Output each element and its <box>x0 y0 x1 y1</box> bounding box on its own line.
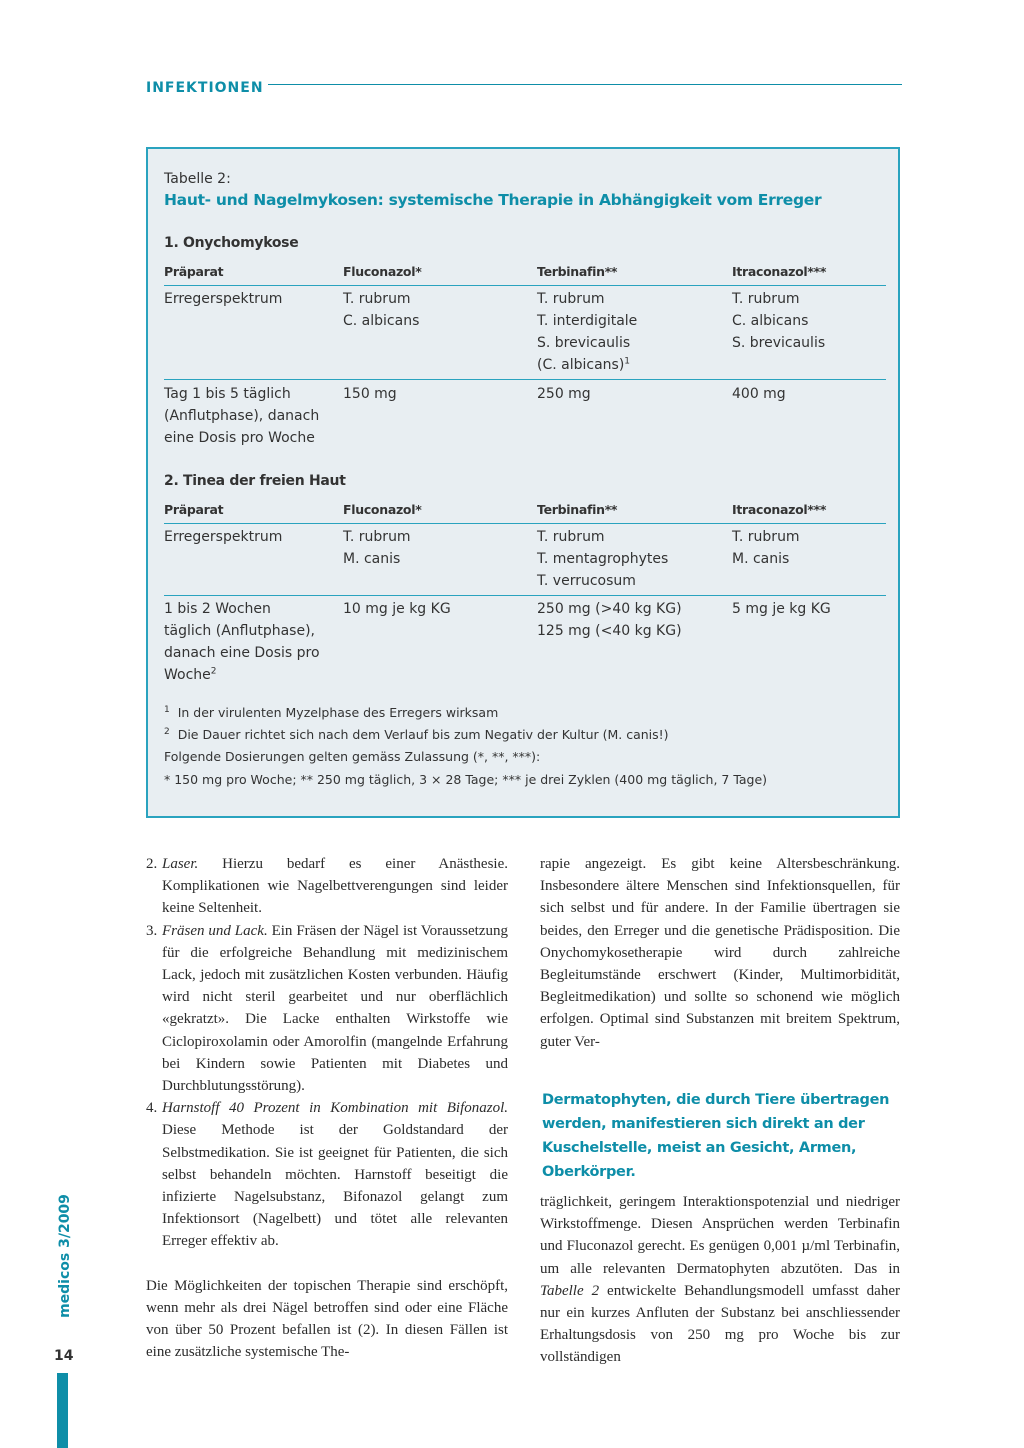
page-number: 14 <box>54 1348 74 1364</box>
table-rule <box>164 595 886 596</box>
header-rule <box>268 84 902 85</box>
row-label: 1 bis 2 Wochen täglich (Anflutphase), danach eine Dosis pro Woche$^2$ <box>164 601 320 683</box>
table-rule <box>164 285 886 286</box>
body-column-right-bottom <box>540 1191 900 1369</box>
list-item: 4. Harnstoff 40 Prozent in Kombination mit Bifonazol. Diese Methode ist der Goldstandard der Selbstmedikation. Sie ist geeignet für Patienten, die sich selbst behandeln möchten. Harnstoff beseitigt die infizierte Nagelsubstanz, Bifonazol gelangt zum Infektionsort (Nagelbett) und tötet alle relevanten Erreger effektiv ab. <box>146 1100 508 1250</box>
section-title-onychomykose: 1. Onychomykose <box>164 235 299 251</box>
paragraph: Die Möglichkeiten der topischen Therapie sind erschöpft, wenn mehr als drei Nägel betroffen sind oder eine Fläche von über 50 Prozent befallen ist (2). In diesen Fällen ist eine zusätzliche systemische The- <box>146 1277 508 1361</box>
table-rule <box>164 523 886 524</box>
row-label: Erregerspektrum <box>164 291 283 307</box>
footnote-marker: 2 <box>210 666 217 677</box>
footnote-marker: 1 <box>624 356 631 367</box>
list-item: 3. Fräsen und Lack. Ein Fräsen der Nägel ist Voraussetzung für die erfolgreiche Behandlung mit medizinischem Lack, jedoch mit zusätzlichen Kosten verbunden. Häufig wird nicht steril gearbeitet und nur oberflächlich «gekratzt». Die Lacke enthalten Wirkstoffe wie Ciclopiroxolamin oder Amorolfin (mangelnde Erfahrung bei Kindern sowie Patienten mit Diabetes und Durchblutungsstörung). <box>146 922 508 1095</box>
section-title-tinea: 2. Tinea der freien Haut <box>164 473 346 489</box>
col-header: Präparat <box>164 502 224 517</box>
footnote-1: $^1$ In der virulenten Myzelphase des Erregers wirksam <box>164 704 499 720</box>
col-header: Terbinafin** <box>537 502 618 517</box>
col-header: Präparat <box>164 264 224 279</box>
table-cell: 250 mg <box>537 386 591 402</box>
table-cell: T. rubrum C. albicans S. brevicaulis <box>732 291 826 351</box>
paragraph: rapie angezeigt. Es gibt keine Altersbeschränkung. Insbesondere ältere Menschen sind Infektionsquellen, für sich selbst und für andere. In der Familie übertragen sie beides, den Erreger und die genetische Prädisposition. Die Onychomykosetherapie wird durch zahlreiche Begleitumstände erschwert (Kinder, Multimorbidität, Begleitmedikation) und sollte so schonend wie möglich erfolgen. Optimal sind Substanzen mit breitem Spektrum, guter Ver- <box>540 856 900 1050</box>
row-label: Tag 1 bis 5 täglich (Anflutphase), danach eine Dosis pro Woche <box>164 386 320 446</box>
table-title: Haut- und Nagelmykosen: systemische Therapie in Abhängigkeit vom Erreger <box>164 191 822 209</box>
table-cell: 250 mg (>40 kg KG) 125 mg (<40 kg KG) <box>537 601 682 639</box>
table-cell: T. rubrum M. canis <box>732 529 800 567</box>
table-cell: T. rubrum M. canis <box>343 529 411 567</box>
table-cell: T. rubrum T. mentagrophytes T. verrucosum <box>537 529 669 589</box>
list-item: 2. Laser. Hierzu bedarf es einer Anästhesie. Komplikationen wie Nagelbettverengungen sind leider keine Seltenheit. <box>146 856 508 917</box>
table-rule <box>164 379 886 380</box>
col-header: Fluconazol* <box>343 264 422 279</box>
journal-label: medicos 3/2009 <box>57 1194 73 1318</box>
sidebar-accent-bar <box>57 1373 68 1448</box>
body-column-left <box>146 853 508 1363</box>
paragraph: träglichkeit, geringem Interaktionspotenzial und niedriger Wirkstoffmenge. Diesen Ansprüchen werden Terbinafin und Fluconazol gerecht. Es genügen 0,001 µ/ml Terbinafin, um alle relevanten Dermatophyten abzutöten. Das in Tabelle 2 entwickelte Behandlungsmodell umfasst daher nur ein kurzes Anfluten der Substanz bei anschliessender Erhaltungsdosis von 250 mg pro Woche bis zur vollständigen <box>540 1194 900 1366</box>
footnote-2: $^2$ Die Dauer richtet sich nach dem Verlauf bis zum Negativ der Kultur (M. canis!) <box>164 726 669 742</box>
section-label: INFEKTIONEN <box>146 80 264 96</box>
col-header: Fluconazol* <box>343 502 422 517</box>
table-cell: 10 mg je kg KG <box>343 601 451 617</box>
table-cell: T. rubrum T. interdigitale S. brevicaulis (C. albicans)$^1$ <box>537 291 638 373</box>
col-header: Terbinafin** <box>537 264 618 279</box>
footnote-4: * 150 mg pro Woche; ** 250 mg täglich, 3 × 28 Tage; *** je drei Zyklen (400 mg täglich, 7 Tage) <box>164 772 768 787</box>
row-label: Erregerspektrum <box>164 529 283 545</box>
footnote-3: Folgende Dosierungen gelten gemäss Zulassung (*, **, ***): <box>164 749 541 764</box>
table-cell: 5 mg je kg KG <box>732 601 831 617</box>
table-cell: 400 mg <box>732 386 786 402</box>
table-caption: Tabelle 2: <box>164 171 231 187</box>
table-box <box>146 147 900 818</box>
table-cell: 150 mg <box>343 386 397 402</box>
body-column-right-top <box>540 853 900 1053</box>
col-header: Itraconazol*** <box>732 264 827 279</box>
table-cell: T. rubrum C. albicans <box>343 291 420 329</box>
pull-quote: Dermatophyten, die durch Tiere übertragen werden, manifestieren sich direkt an der Kuschelstelle, meist an Gesicht, Armen, Oberkörper. <box>542 1092 890 1180</box>
col-header: Itraconazol*** <box>732 502 827 517</box>
